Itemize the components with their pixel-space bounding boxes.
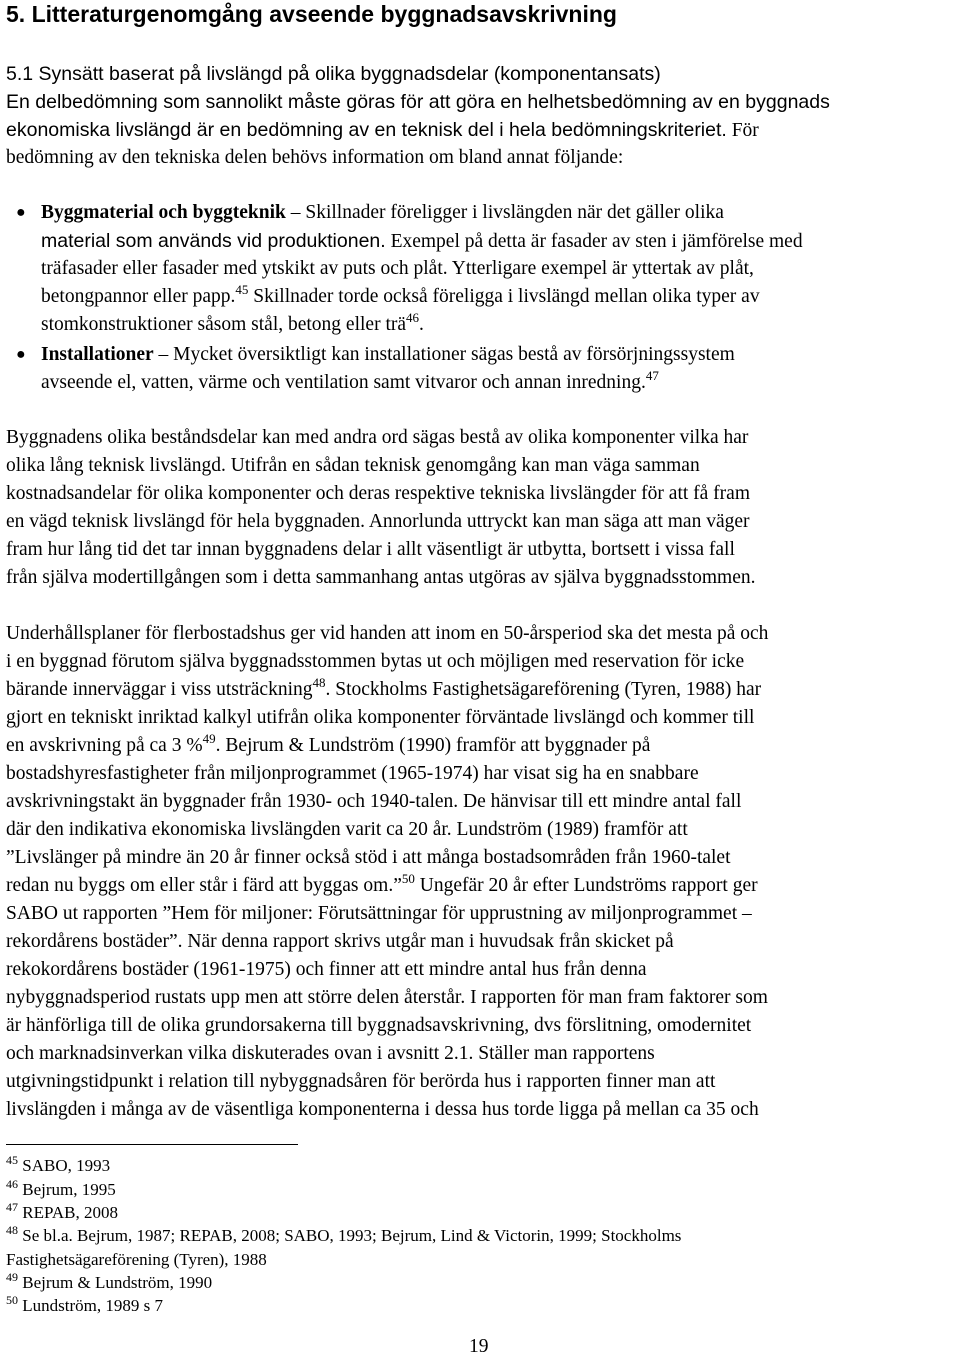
page-number: 19: [469, 1336, 489, 1357]
footnote: [6, 1154, 110, 1178]
intro-line-3: bedömning av den tekniska delen behövs information om bland annat följande:: [6, 147, 624, 168]
footnote: [6, 1224, 681, 1248]
footnote-text: Bejrum & Lundström, 1990: [18, 1273, 213, 1292]
bullet-1-line-4-b: Skillnader torde också föreligga i livslängd mellan olika typer av: [248, 286, 760, 307]
intro-line-2-text: ekonomiska livslängd är en bedömning av en teknisk del i hela bedömningskriteriet.: [6, 119, 727, 141]
bullet-icon: ●: [16, 346, 26, 363]
para3-line-18: livslängden i många av de väsentliga komponenterna i dessa hus torde ligga på mellan ca 35 och: [6, 1099, 759, 1120]
bullet-2-line-1: [41, 341, 735, 369]
footnote-text: REPAB, 2008: [18, 1203, 118, 1222]
para3-line-16: och marknadsinverkan vilka diskuterades ovan i avsnitt 2.1. Ställer man rapportens: [6, 1043, 655, 1064]
para2-line-3: kostnadsandelar för olika komponenter och deras respektive tekniska livslängder för att få fram: [6, 483, 750, 504]
bullet-1-line-5-a: stomkonstruktioner såsom stål, betong eller trä: [41, 314, 407, 335]
subsection-heading: 5.1 Synsätt baserat på livslängd på olika byggnadsdelar (komponentansats): [6, 63, 661, 85]
para3-line-3-b: . Stockholms Fastighetsägareförening (Tyren, 1988) har: [325, 679, 762, 700]
footnote-separator: [6, 1144, 298, 1145]
bullet-2-term: Installationer: [41, 344, 154, 365]
bullet-1-line-3: träfasader eller fasader med ytskikt av puts och plåt. Ytterligare exempel är yttertak av plåt,: [41, 258, 754, 279]
footnote-text: Fastighetsägareförening (Tyren), 1988: [6, 1250, 267, 1269]
para3-line-9: ”Livslänger på mindre än 20 år finner också stöd i att många bostadsområden från 1960-talet: [6, 847, 731, 868]
footnote-number: 47: [6, 1200, 18, 1214]
footnote-ref-50: 50: [401, 871, 415, 886]
para3-line-3-a: bärande innerväggar i viss utsträckning: [6, 679, 313, 700]
para3-line-14: nybyggnadsperiod rustats upp men att större delen återstår. I rapporten för man fram faktorer som: [6, 987, 768, 1008]
para3-line-1: Underhållsplaner för flerbostadshus ger vid handen att inom en 50-årsperiod ska det mesta på och: [6, 623, 769, 644]
para2-line-1: Byggnadens olika beståndsdelar kan med andra ord sägas bestå av olika komponenter vilka har: [6, 427, 749, 448]
section-heading: 5. Litteraturgenomgång avseende byggnadsavskrivning: [6, 1, 617, 27]
intro-line-1: En delbedömning som sannolikt måste göras för att göra en helhetsbedömning av en byggnads: [6, 91, 830, 113]
intro-line-2-tail: För: [726, 120, 759, 141]
footnote-number: 50: [6, 1293, 18, 1307]
footnote-number: 45: [6, 1153, 18, 1167]
bullet-1-term: Byggmaterial och byggteknik: [41, 202, 286, 223]
footnote: [6, 1178, 116, 1202]
footnote-number: 48: [6, 1223, 18, 1237]
footnote: [6, 1271, 212, 1295]
bullet-2-line-2-a: avseende el, vatten, värme och ventilation samt vitvaror och annan inredning.: [41, 372, 646, 393]
para3-line-11: SABO ut rapporten ”Hem för miljoner: Förutsättningar för upprustning av miljonprogrammet –: [6, 903, 752, 924]
para3-line-2: i en byggnad förutom själva byggnadsstommen bytas ut och möjligen med reservation för icke: [6, 651, 745, 672]
bullet-1-line-5: [41, 311, 424, 339]
para2-line-6: från själva modertillgången som i detta sammanhang antas utgöras av själva byggnadsstommen.: [6, 567, 756, 588]
bullet-1-line-5-b: .: [419, 314, 424, 335]
para3-line-6: bostadshyresfastigheter från miljonprogrammet (1965-1974) har visat sig ha en snabbare: [6, 763, 699, 784]
footnote: [6, 1294, 163, 1318]
para3-line-12: rekordårens bostäder”. När denna rapport skrivs utgår man i huvudsak från skicket på: [6, 931, 674, 952]
para3-line-3: [6, 676, 761, 704]
footnote-number: 49: [6, 1270, 18, 1284]
para3-line-5: [6, 732, 650, 760]
footnote-number: 46: [6, 1177, 18, 1191]
bullet-1-line-4-a: betongpannor eller papp.: [41, 286, 236, 307]
footnote-text: Bejrum, 1995: [18, 1180, 116, 1199]
para3-line-10-a: redan nu byggs om eller står i färd att byggas om.”: [6, 875, 402, 896]
footnote-ref-49: 49: [202, 731, 216, 746]
bullet-1-line-2-text: material som används vid produktionen.: [41, 230, 386, 252]
bullet-1-line-2-tail: Exempel på detta är fasader av sten i jämförelse med: [385, 231, 803, 252]
bullet-icon: ●: [16, 204, 26, 221]
para3-line-13: rekokordårens bostäder (1961-1975) och finner att ett mindre antal hus från denna: [6, 959, 647, 980]
para3-line-7: avskrivningstakt än byggnader från 1930- och 1940-talen. De hänvisar till ett mindre antal fall: [6, 791, 742, 812]
footnote-ref-47: 47: [645, 368, 659, 383]
bullet-2-line-2: [41, 369, 659, 397]
bullet-1-line-4: [41, 283, 760, 311]
bullet-1-line-1: [41, 199, 724, 227]
bullet-1-line-2: [41, 227, 803, 256]
footnote-text: Lundström, 1989 s 7: [18, 1296, 163, 1315]
para3-line-10-b: Ungefär 20 år efter Lundströms rapport ger: [414, 875, 758, 896]
footnote-text: Se bl.a. Bejrum, 1987; REPAB, 2008; SABO, 1993; Bejrum, Lind & Victorin, 1999; Stockholms: [18, 1226, 682, 1245]
footnote-ref-48: 48: [312, 675, 326, 690]
para2-line-4: en vägd teknisk livslängd för hela byggnaden. Annorlunda uttryckt kan man säga att man väger: [6, 511, 750, 532]
para3-line-5-a: en avskrivning på ca 3 %: [6, 735, 203, 756]
para3-line-4: gjort en tekniskt inriktad kalkyl utifrån olika komponenter förväntade livslängd och kommer till: [6, 707, 755, 728]
para3-line-15: är hänförliga till de olika grundorsakerna till byggnadsavskrivning, dvs förslitning, omodernitet: [6, 1015, 752, 1036]
para3-line-10: [6, 872, 758, 900]
para2-line-5: fram hur lång tid det tar innan byggnadens delar i allt väsentligt är utbytta, bortsett i vissa fall: [6, 539, 735, 560]
intro-line-2: [6, 116, 759, 145]
bullet-1-line-1-text: – Skillnader föreligger i livslängden när det gäller olika: [285, 202, 724, 223]
footnote-continuation: [6, 1248, 267, 1272]
footnote-text: SABO, 1993: [18, 1156, 111, 1175]
bullet-2-line-1-text: – Mycket översiktligt kan installationer sägas bestå av försörjningssystem: [153, 344, 735, 365]
para2-line-2: olika lång teknisk livslängd. Utifrån en sådan teknisk genomgång kan man väga samman: [6, 455, 700, 476]
para3-line-17: utgivningstidpunkt i relation till nybyggnadsåren för berörda hus i rapporten finner man att: [6, 1071, 716, 1092]
footnote-ref-45: 45: [235, 282, 249, 297]
footnote: [6, 1201, 118, 1225]
para3-line-5-b: . Bejrum & Lundström (1990) framför att byggnader på: [215, 735, 651, 756]
footnote-ref-46: 46: [406, 310, 420, 325]
para3-line-8: där den indikativa ekonomiska livslängden varit ca 20 år. Lundström (1989) framför att: [6, 819, 688, 840]
